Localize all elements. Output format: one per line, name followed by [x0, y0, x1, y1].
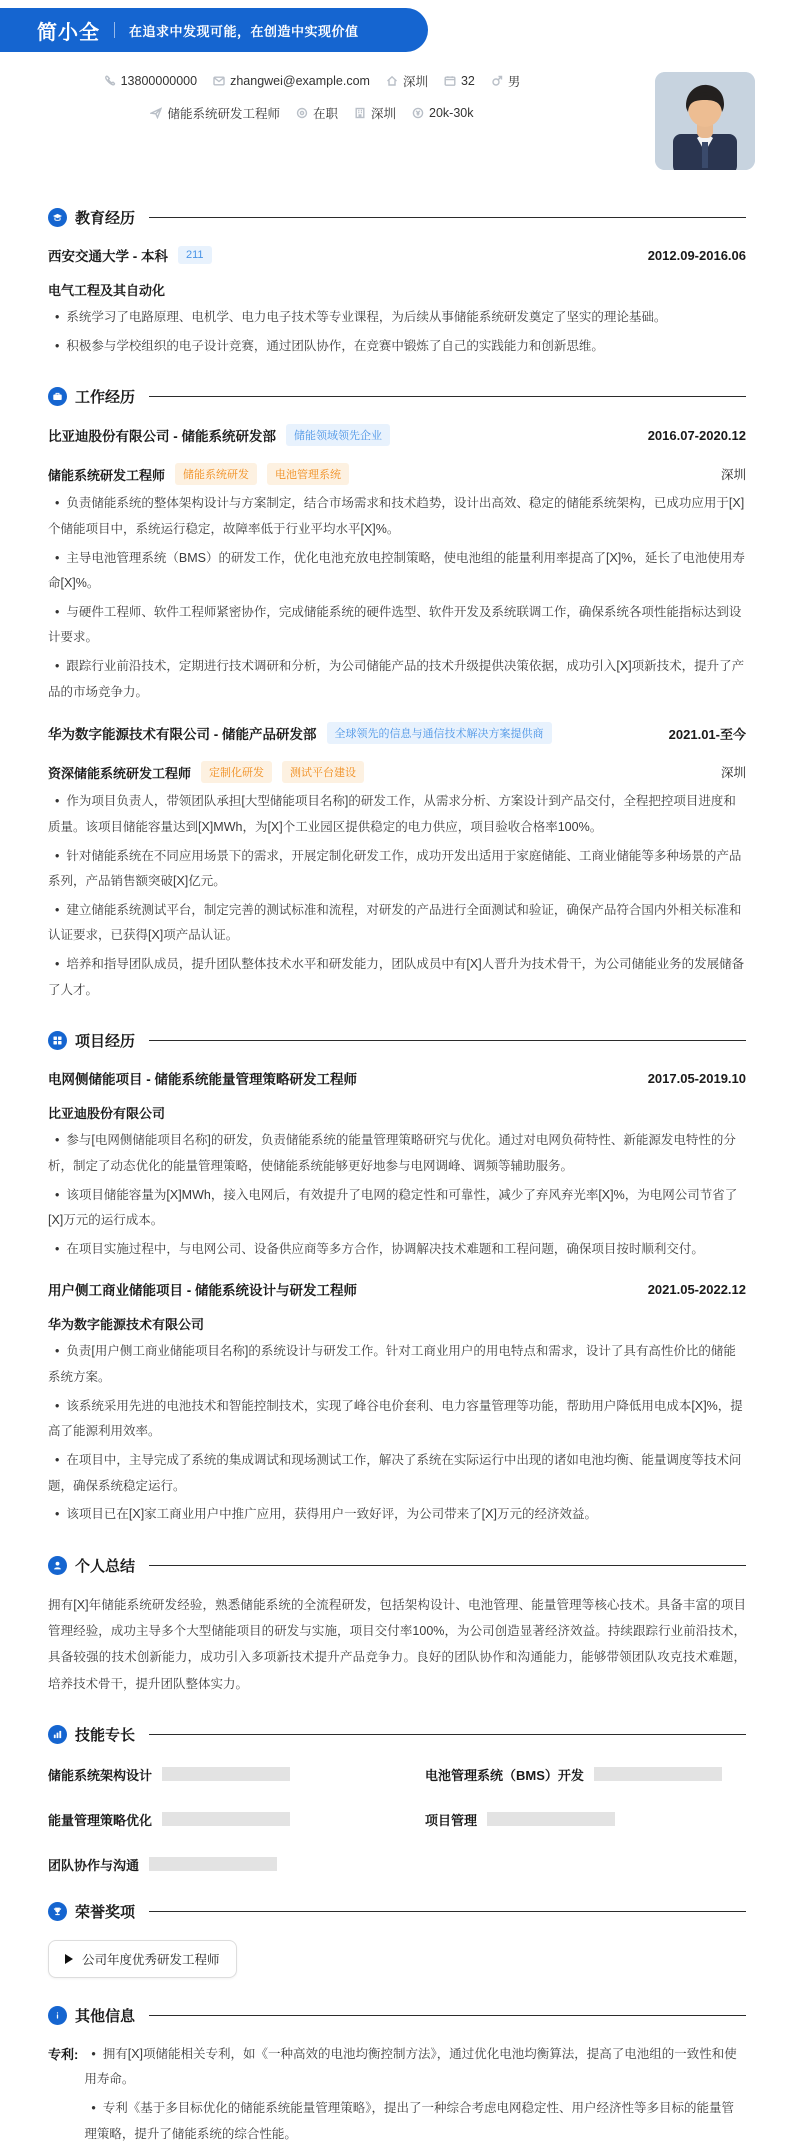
role-tag: 定制化研发 — [201, 761, 272, 783]
skill-item — [48, 1810, 369, 1829]
bullet-text: 参与[电网侧储能项目名称]的研发，负责储能系统的能量管理策略研究与优化。通过对电网负荷特性、新能源发电特性的分析，制定了动态优化的能量管理策略，使储能系统能够更好地参与电网调峰、调频等辅助服务。 — [48, 1133, 736, 1173]
bullet-item — [48, 1448, 746, 1499]
bullet-item — [48, 898, 746, 949]
job-title-value: 储能系统研发工程师 — [167, 107, 280, 121]
school-name: 西安交通大学 - 本科 — [48, 249, 168, 264]
bullet-text: 该项目储能容量为[X]MWh，接入电网后，有效提升了电网的稳定性和可靠性，减少了弃风弃光率[X]%，为电网公司节省了[X]万元的运行成本。 — [48, 1187, 738, 1228]
project-date: 2017.05-2019.10 — [647, 1070, 746, 1086]
other-section — [48, 2005, 746, 2147]
city-item — [386, 72, 428, 90]
bullet-dot: • — [55, 957, 60, 971]
bullet-item — [84, 2042, 746, 2093]
company-badge: 全球领先的信息与通信技术解决方案提供商 — [327, 722, 552, 744]
company-name: 华为数字能源技术有限公司 - 储能产品研发部 — [48, 727, 317, 743]
honors-header — [48, 1901, 746, 1922]
work-location: 深圳 — [720, 468, 746, 483]
gender-item — [491, 72, 521, 90]
bullet-item — [48, 491, 746, 542]
bullet-text: 建立储能系统测试平台，制定完善的测试标准和流程，对研发的产品进行全面测试和验证，确保产品符合国内外相关标准和认证要求，已获得[X]项产品认证。 — [48, 902, 742, 943]
phone-item — [104, 74, 197, 88]
bullet-item — [48, 1394, 746, 1445]
skill-item — [48, 1765, 369, 1784]
bullet-dot: • — [55, 902, 60, 917]
bullet-dot: • — [55, 1187, 60, 1202]
trophy-icon — [48, 1902, 67, 1921]
project-bullets — [48, 1128, 746, 1262]
email-icon — [213, 75, 225, 87]
role-name: 资深储能系统研发工程师 — [48, 765, 192, 781]
bullet-dot: • — [55, 1452, 60, 1467]
work-bullets — [48, 491, 746, 705]
skill-bar — [487, 1812, 615, 1826]
skill-name: 团队协作与沟通 — [48, 1857, 140, 1873]
company-name: 比亚迪股份有限公司 - 储能系统研发部 — [48, 429, 276, 445]
graduation-cap-icon — [48, 208, 67, 227]
bullet-dot: • — [55, 1344, 60, 1359]
work-location: 深圳 — [720, 766, 746, 781]
work-title: 工作经历 — [75, 389, 136, 407]
other-title: 其他信息 — [75, 2007, 136, 2025]
company-row — [48, 722, 746, 744]
app-logo: 简小全 — [37, 21, 100, 44]
bullet-dot: • — [55, 1241, 60, 1256]
project-name: 电网侧储能项目 - 储能系统能量管理策略研发工程师 — [48, 1072, 357, 1088]
email-value: zhangwei@example.com — [230, 74, 370, 88]
education-header — [48, 207, 746, 228]
banner-divider — [114, 22, 115, 38]
bullet-text: 作为项目负责人，带领团队承担[大型储能项目名称]的研发工作，从需求分析、方案设计到产品交付，全程把控项目进度和质量。该项目储能容量达到[X]MWh，为[X]个工业园区提供稳定的电力供应，项目验收合格率100%。 — [48, 794, 736, 834]
bullet-dot: • — [91, 2046, 96, 2061]
salary-value: 20k-30k — [429, 106, 474, 120]
bullet-dot: • — [55, 310, 60, 324]
age-item — [444, 74, 475, 88]
other-header — [48, 2005, 746, 2026]
contact-row-1 — [0, 72, 624, 90]
major-name: 电气工程及其自动化 — [48, 283, 166, 298]
bullet-text: 针对储能系统在不同应用场景下的需求，开展定制化研发工作，成功开发出适用于家庭储能、工商业储能等多种场景的产品系列，产品销售额突破[X]亿元。 — [48, 848, 742, 889]
status-item — [296, 104, 338, 122]
summary-header — [48, 1555, 746, 1576]
skill-name: 能量管理策略优化 — [48, 1812, 153, 1828]
bullet-item — [84, 2096, 746, 2147]
education-entry-row — [48, 245, 746, 265]
company-badge: 储能领域领先企业 — [286, 424, 390, 446]
work-date: 2016.07-2020.12 — [647, 427, 746, 443]
resume-body — [0, 207, 794, 2147]
work-bullets — [48, 789, 746, 1003]
project-entry-2 — [48, 1279, 746, 1527]
play-icon — [65, 1954, 73, 1964]
gender-icon — [491, 75, 503, 87]
skills-section — [48, 1724, 746, 1874]
education-section — [48, 207, 746, 359]
bullet-text: 跟踪行业前沿技术，定期进行技术调研和分析，为公司储能产品的技术升级提供决策依据，成功引入[X]项新技术，提升了产品的市场竞争力。 — [48, 659, 745, 699]
honors-section — [48, 1901, 746, 1978]
avatar — [655, 72, 755, 170]
email-item — [213, 74, 370, 88]
skills-header — [48, 1724, 746, 1745]
bullet-dot: • — [55, 338, 60, 353]
company-row — [48, 424, 746, 446]
contact-row-2 — [0, 104, 624, 122]
work-city-value: 深圳 — [371, 107, 397, 121]
skills-grid — [48, 1765, 746, 1874]
role-row — [48, 463, 746, 485]
work-city-item — [354, 104, 396, 122]
project-company: 比亚迪股份有限公司 — [48, 1106, 166, 1122]
bullet-text: 与硬件工程师、软件工程师紧密协作，完成储能系统的硬件选型、软件开发及系统联调工作，确保系统各项性能指标达到设计要求。 — [48, 604, 742, 645]
project-row — [48, 1279, 746, 1299]
skill-name: 储能系统架构设计 — [48, 1767, 153, 1783]
role-tag: 测试平台建设 — [282, 761, 364, 783]
projects-title: 项目经历 — [75, 1033, 136, 1051]
bullet-text: 拥有[X]项储能相关专利，如《一种高效的电池均衡控制方法》，通过优化电池均衡算法，提高了电池组的一致性和使用寿命。 — [84, 2046, 737, 2087]
bullet-dot: • — [55, 550, 60, 565]
skill-bar — [162, 1767, 290, 1781]
grid-icon — [48, 1031, 67, 1050]
bullet-dot: • — [55, 794, 60, 809]
person-icon — [48, 1556, 67, 1575]
bullet-text: 在项目实施过程中，与电网公司、设备供应商等多方合作，协调解决技术难题和工程问题，确保项目按时顺利交付。 — [66, 1241, 704, 1256]
bullet-dot: • — [55, 1507, 60, 1522]
patents-block — [48, 2042, 746, 2147]
summary-title: 个人总结 — [75, 1557, 136, 1575]
projects-header — [48, 1030, 746, 1051]
bullet-text: 该系统采用先进的电池技术和智能控制技术，实现了峰谷电价套利、电力容量管理等功能，帮助用户降低用电成本[X]%，提高了能源利用效率。 — [48, 1398, 743, 1439]
bullet-item — [48, 1237, 746, 1263]
section-rule — [149, 396, 746, 397]
job-title-item — [150, 104, 280, 122]
bullet-dot: • — [55, 848, 60, 863]
skill-bar — [149, 1857, 277, 1871]
bullet-item — [48, 546, 746, 597]
age-value: 32 — [460, 74, 475, 88]
skill-name: 电池管理系统（BMS）开发 — [425, 1767, 584, 1783]
bullet-dot: • — [55, 604, 60, 619]
skill-item — [425, 1765, 746, 1784]
bullet-item — [48, 1339, 746, 1390]
app-banner — [0, 8, 428, 52]
bullet-item — [48, 789, 746, 840]
project-bullets — [48, 1339, 746, 1527]
bullet-dot: • — [55, 1133, 60, 1148]
bullet-text: 在项目中，主导完成了系统的集成调试和现场测试工作，解决了系统在实际运行中出现的诸如电池均衡、能量调度等技术问题，确保系统稳定运行。 — [48, 1452, 742, 1493]
bullet-text: 系统学习了电路原理、电机学、电力电子技术等专业课程，为后续从事储能系统研发奠定了坚实的理论基础。 — [66, 310, 667, 324]
skill-bar — [162, 1812, 290, 1826]
role-name: 储能系统研发工程师 — [48, 467, 166, 483]
honor-label: 公司年度优秀研发工程师 — [82, 1952, 220, 1967]
work-entry-2 — [48, 722, 746, 1003]
gender-value: 男 — [507, 75, 521, 89]
projects-section — [48, 1030, 746, 1528]
salary-item — [412, 106, 473, 120]
section-rule — [149, 2015, 746, 2016]
briefcase-icon — [48, 387, 67, 406]
section-rule — [149, 1565, 746, 1566]
bullet-dot: • — [55, 1398, 60, 1413]
bullet-item — [48, 952, 746, 1003]
work-section — [48, 386, 746, 1003]
bullet-text: 负责储能系统的整体架构设计与方案制定，结合市场需求和技术趋势，设计出高效、稳定的储能系统架构，已成功应用于[X]个储能项目中，系统运行稳定，故障率低于行业平均水平[X]%。 — [48, 496, 745, 536]
skill-bar — [594, 1767, 722, 1781]
bullet-dot: • — [55, 496, 60, 511]
bullet-dot: • — [55, 659, 60, 673]
app-tagline: 在追求中发现可能，在创造中实现价值 — [129, 23, 359, 39]
education-title: 教育经历 — [75, 210, 136, 227]
bullet-item — [48, 844, 746, 895]
status-icon — [296, 107, 308, 119]
bullet-item — [48, 1183, 746, 1234]
project-entry-1 — [48, 1068, 746, 1262]
phone-icon — [104, 75, 116, 87]
patents-label: 专利: — [48, 2046, 79, 2062]
skill-name: 项目管理 — [425, 1812, 478, 1828]
skill-item — [48, 1855, 369, 1874]
bar-chart-icon — [48, 1725, 67, 1744]
honor-item-button[interactable] — [48, 1940, 237, 1978]
profile-photo — [655, 72, 755, 170]
home-icon — [386, 75, 398, 87]
phone-value: 13800000000 — [120, 74, 198, 88]
bullet-item — [48, 305, 746, 331]
role-tag: 电池管理系统 — [267, 463, 349, 485]
work-header — [48, 386, 746, 407]
role-tag: 储能系统研发 — [175, 463, 257, 485]
dart-icon — [150, 107, 162, 119]
bullet-text: 主导电池管理系统（BMS）的研发工作，优化电池充放电控制策略，使电池组的能量利用率提高了[X]%，延长了电池使用寿命[X]%。 — [48, 550, 745, 591]
bullet-item — [48, 600, 746, 651]
bullet-item — [48, 334, 746, 360]
section-rule — [149, 217, 746, 218]
skills-title: 技能专长 — [75, 1726, 136, 1744]
bullet-item — [48, 654, 746, 705]
work-entry-1 — [48, 424, 746, 705]
profile-header — [0, 52, 794, 180]
status-value: 在职 — [313, 107, 339, 121]
money-icon — [412, 107, 424, 119]
skill-item — [425, 1810, 746, 1829]
work-date: 2021.01-至今 — [668, 726, 746, 742]
info-icon — [48, 2006, 67, 2025]
city-value: 深圳 — [402, 75, 428, 89]
honors-title: 荣誉奖项 — [75, 1903, 136, 1921]
project-name: 用户侧工商业储能项目 - 储能系统设计与研发工程师 — [48, 1283, 357, 1299]
calendar-icon — [444, 75, 456, 87]
section-rule — [149, 1734, 746, 1735]
school-badge-211: 211 — [178, 246, 212, 264]
summary-section — [48, 1555, 746, 1697]
project-company: 华为数字能源技术有限公司 — [48, 1317, 205, 1333]
bullet-text: 该项目已在[X]家工商业用户中推广应用，获得用户一致好评，为公司带来了[X]万元的经济效益。 — [66, 1507, 597, 1522]
section-rule — [149, 1040, 746, 1041]
bullet-item — [48, 1128, 746, 1179]
role-row — [48, 761, 746, 783]
bullet-text: 积极参与学校组织的电子设计竞赛，通过团队协作，在竞赛中锻炼了自己的实践能力和创新思维。 — [66, 338, 604, 353]
education-bullets — [48, 305, 746, 359]
bullet-dot: • — [91, 2101, 96, 2115]
project-date: 2021.05-2022.12 — [647, 1281, 746, 1297]
summary-text: 拥有[X]年储能系统研发经验，熟悉储能系统的全流程研发，包括架构设计、电池管理、能量管理等核心技术。具备丰富的项目管理经验，成功主导多个大型储能项目的研发与实施，项目交付率100%，为公司创造显著经济效益。持续跟踪行业前沿技术，具备较强的技术创新能力，成功引入多项新技术提升产品竞争力。良好的团队协作和沟通能力，能够带领团队攻克技术难题，培养技术骨干，提升团队整体实力。 — [48, 1597, 746, 1691]
bullet-text: 专利《基于多目标优化的储能系统能量管理策略》，提出了一种综合考虑电网稳定性、用户经济性等多目标的能量管理策略，提升了储能系统的综合性能。 — [84, 2101, 734, 2141]
bullet-text: 培养和指导团队成员，提升团队整体技术水平和研发能力，团队成员中有[X]人晋升为技术骨干，为公司储能业务的发展储备了人才。 — [48, 957, 745, 997]
patents-bullets — [84, 2042, 746, 2147]
bullet-text: 负责[用户侧工商业储能项目名称]的系统设计与研发工作。针对工商业用户的用电特点和需求，设计了具有高性价比的储能系统方案。 — [48, 1344, 736, 1384]
bullet-item — [48, 1502, 746, 1528]
section-rule — [149, 1911, 746, 1912]
project-row — [48, 1068, 746, 1088]
building-icon — [354, 107, 366, 119]
education-date: 2012.09-2016.06 — [647, 247, 746, 263]
